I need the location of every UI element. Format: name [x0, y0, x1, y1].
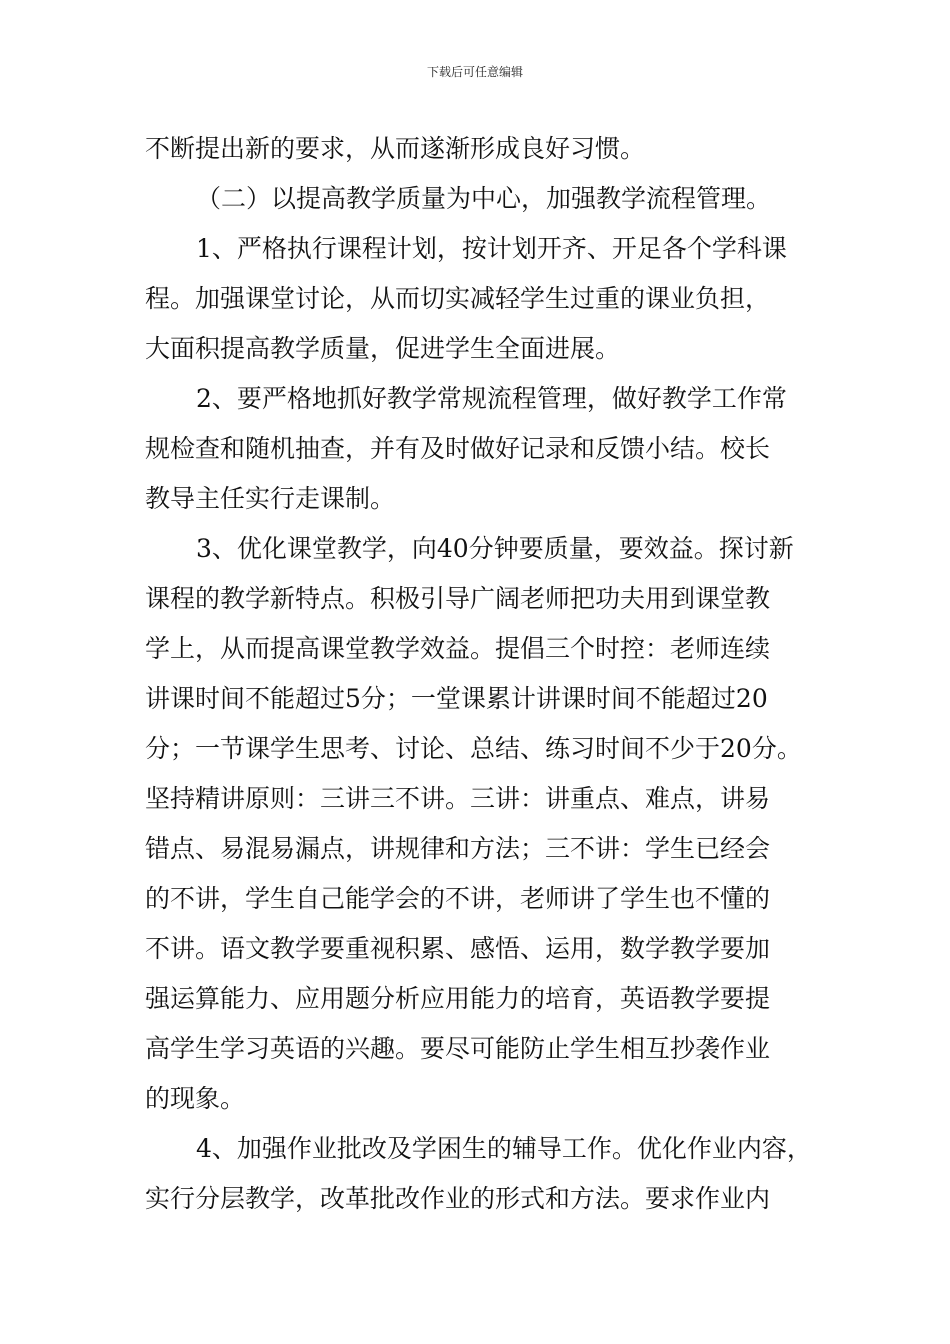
- text-line: 1、严格执行课程计划，按计划开齐、开足各个学科课: [196, 234, 787, 263]
- text-line: 教导主任实行走课制。: [145, 484, 396, 513]
- text-line: （二）以提高教学质量为中心，加强教学流程管理。: [196, 184, 772, 213]
- text-line: 4、加强作业批改及学困生的辅导工作。优化作业内容，: [196, 1134, 812, 1163]
- text-line: 不讲。语文教学要重视积累、感悟、运用，数学教学要加: [145, 934, 771, 963]
- text-line: 课程的教学新特点。积极引导广阔老师把功夫用到课堂教: [145, 584, 771, 613]
- text-line: 坚持精讲原则：三讲三不讲。三讲：讲重点、难点，讲易: [145, 784, 771, 813]
- text-line: 2、要严格地抓好教学常规流程管理，做好教学工作常: [196, 384, 787, 413]
- text-line: 的现象。: [145, 1084, 246, 1113]
- text-line: 不断提出新的要求，从而遂渐形成良好习惯。: [145, 134, 646, 163]
- text-line: 讲课时间不能超过5分；一堂课累计讲课时间不能超过20: [145, 684, 768, 713]
- text-line: 大面积提高教学质量，促进学生全面进展。: [145, 334, 621, 363]
- text-line: 3、优化课堂教学，向40分钟要质量，要效益。探讨新: [196, 534, 794, 563]
- text-line: 规检查和随机抽查，并有及时做好记录和反馈小结。校长: [145, 434, 771, 463]
- text-line: 实行分层教学，改革批改作业的形式和方法。要求作业内: [145, 1184, 771, 1213]
- page-header: 下载后可任意编辑: [426, 65, 523, 79]
- text-line: 强运算能力、应用题分析应用能力的培育，英语教学要提: [145, 984, 771, 1013]
- text-line: 学上，从而提高课堂教学效益。提倡三个时控：老师连续: [145, 634, 771, 663]
- text-line: 分；一节课学生思考、讨论、总结、练习时间不少于20分。: [145, 734, 802, 763]
- text-line: 程。加强课堂讨论，从而切实减轻学生过重的课业负担，: [145, 284, 771, 313]
- text-line: 的不讲，学生自己能学会的不讲，老师讲了学生也不懂的: [145, 884, 771, 913]
- text-line: 错点、易混易漏点，讲规律和方法；三不讲：学生已经会: [145, 834, 771, 863]
- text-line: 高学生学习英语的兴趣。要尽可能防止学生相互抄袭作业: [145, 1034, 771, 1063]
